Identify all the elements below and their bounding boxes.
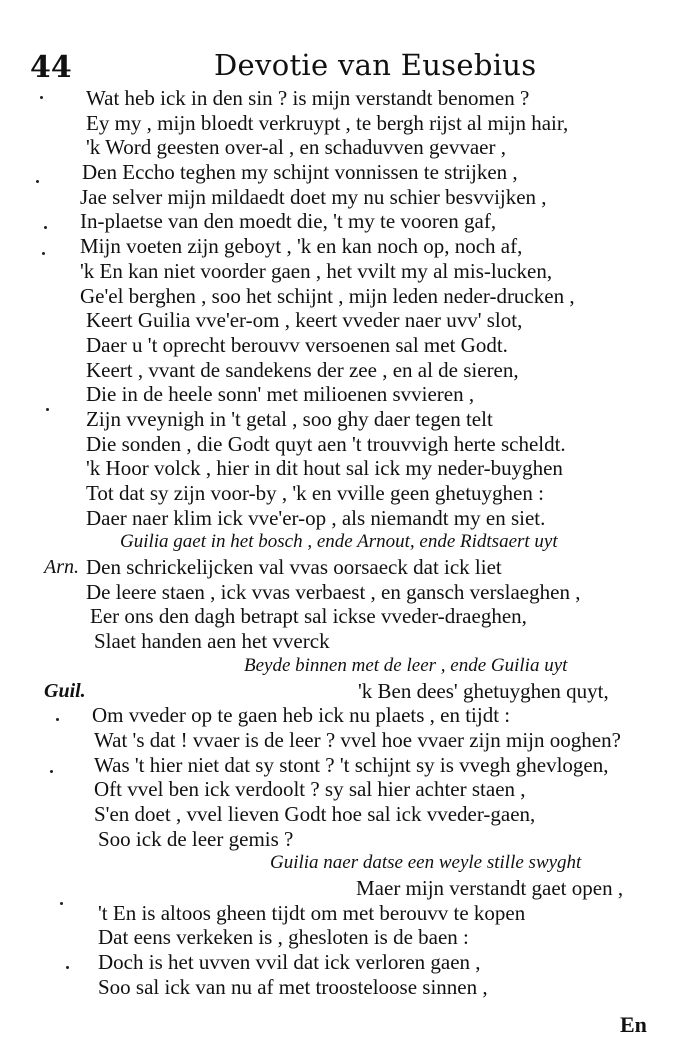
verse-line-text: Den schrickelijcken val vvas oorsaeck dat ick liet: [86, 555, 502, 580]
verse-line-text: 'k Word geesten over-al , en schaduvven gevvaer ,: [86, 135, 506, 160]
verse-line-text: 'k Hoor volck , hier in dit hout sal ick my neder-buyghen: [86, 456, 563, 481]
verse-line-text: Eer ons den dagh betrapt sal ickse vveder-draeghen,: [90, 604, 527, 629]
margin-speck: [66, 966, 69, 969]
verse-line: [0, 580, 673, 605]
verse-line: [0, 950, 673, 975]
verse-line-text: In-plaetse van den moedt die, 't my te vooren gaf,: [80, 209, 497, 234]
verse-line: [0, 284, 673, 309]
verse-line-text: Den Eccho teghen my schijnt vonnissen te strijken ,: [82, 160, 518, 185]
verse-line: [0, 777, 673, 802]
verse-line-text: 'k Ben dees' ghetuyghen quyt,: [358, 678, 609, 703]
margin-speck: [36, 180, 39, 183]
verse-line-text: Die sonden , die Godt quyt aen 't trouvvigh herte scheldt.: [86, 431, 566, 456]
verse-line: [0, 111, 673, 136]
verse-line-text: Oft vvel ben ick verdoolt ? sy sal hier achter staen ,: [94, 777, 526, 802]
verse-line-text: Daer naer klim ick vve'er-op , als niemandt my en siet.: [86, 505, 546, 530]
verse-line: [0, 901, 673, 926]
verse-line: [0, 382, 673, 407]
stage-direction: [0, 851, 673, 876]
verse-line: [0, 876, 673, 901]
verse-line: [0, 604, 673, 629]
margin-speck: [60, 902, 63, 905]
verse-line: [0, 209, 673, 234]
verse-line-text: Soo ick de leer gemis ?: [98, 826, 294, 851]
verse-line: [0, 975, 673, 1000]
verse-line-text: Doch is het uvven vvil dat ick verloren gaen ,: [98, 950, 481, 975]
verse-line-text: Mijn voeten zijn geboyt , 'k en kan noch op, noch af,: [80, 234, 523, 259]
catchword: En: [620, 1012, 647, 1037]
verse-line-text: Wat 's dat ! vvaer is de leer ? vvel hoe vvaer zijn mijn ooghen?: [94, 727, 621, 752]
stage-direction-text: Beyde binnen met de leer , ende Guilia uyt: [244, 654, 568, 676]
verse-line-text: 't En is altoos gheen tijdt om met berouvv te kopen: [98, 900, 526, 925]
page-number: 44: [30, 50, 72, 85]
verse-line-text: Keert , vvant de sandekens der zee , en al de sieren,: [86, 357, 519, 382]
verse-line: [0, 827, 673, 852]
verse-line: [0, 728, 673, 753]
verse-line: [0, 679, 673, 704]
verse-line: [0, 432, 673, 457]
stage-direction-text: Guilia gaet in het bosch , ende Arnout, ende Ridtsaert uyt: [120, 531, 558, 553]
margin-speck: [42, 252, 45, 255]
verse-line-text: Soo sal ick van nu af met troosteloose sinnen ,: [98, 974, 488, 999]
verse-line-text: Keert Guilia vve'er-om , keert vveder naer uvv' slot,: [86, 308, 523, 333]
verse-line: [0, 629, 673, 654]
verse-line: [0, 925, 673, 950]
verse-line: [0, 802, 673, 827]
verse-line-text: Tot dat sy zijn voor-by , 'k en vville geen ghetuyghen :: [86, 481, 544, 505]
verse-line: [0, 185, 673, 210]
verse-line: [0, 555, 673, 580]
margin-speck: [40, 96, 43, 99]
margin-speck: [56, 718, 59, 721]
verse-line-text: Wat heb ick in den sin ? is mijn verstandt benomen ?: [86, 86, 530, 110]
stage-direction-text: Guilia naer datse een weyle stille swyght: [270, 852, 582, 874]
verse-line: [0, 456, 673, 481]
margin-speck: [44, 226, 47, 229]
verse-line-text: Die in de heele sonn' met milioenen svvieren ,: [86, 382, 475, 407]
verse-line-text: Dat eens verkeken is , ghesloten is de baen :: [98, 925, 469, 950]
verse-line-text: Daer u 't oprecht berouvv versoenen sal met Godt.: [86, 332, 508, 357]
verse-line: [0, 259, 673, 284]
margin-speck: [46, 408, 49, 411]
stage-direction: [0, 530, 673, 555]
verse-line-text: Ey my , mijn bloedt verkruypt , te bergh rijst al mijn hair,: [86, 110, 569, 135]
stage-direction: [0, 654, 673, 679]
verse-line-text: Maer mijn verstandt gaet open ,: [356, 876, 624, 900]
verse-line: [0, 160, 673, 185]
verse-line-text: Slaet handen aen het vverck: [94, 629, 330, 654]
verse-line: [0, 234, 673, 259]
verse-line: [0, 753, 673, 778]
verse-line: [0, 407, 673, 432]
verse-line: [0, 358, 673, 383]
verse-line-text: S'en doet , vvel lieven Godt hoe sal ick vveder-gaen,: [94, 801, 536, 826]
running-title: Devotie van Eusebius: [214, 48, 537, 82]
margin-speck: [50, 770, 53, 773]
verse-line-text: 'k En kan niet voorder gaen , het vvilt my al mis-lucken,: [80, 258, 553, 283]
verse-text: [0, 86, 673, 999]
verse-line: [0, 481, 673, 506]
verse-line-text: Ge'el berghen , soo het schijnt , mijn leden neder-drucken ,: [80, 283, 575, 308]
speaker-label: Arn.: [44, 556, 79, 579]
verse-line: [0, 308, 673, 333]
verse-line-text: Zijn vveynigh in 't getal , soo ghy daer tegen telt: [86, 406, 493, 431]
verse-line: [0, 703, 673, 728]
verse-line-text: De leere staen , ick vvas verbaest , en gansch verslaeghen ,: [86, 579, 581, 604]
verse-line-text: Jae selver mijn mildaedt doet my nu schier besvvijken ,: [80, 184, 547, 209]
verse-line: [0, 333, 673, 358]
verse-line-text: Om vveder op te gaen heb ick nu plaets , en tijdt :: [92, 703, 511, 728]
verse-line-text: Was 't hier niet dat sy stont ? 't schijnt sy is vvegh ghevlogen,: [94, 752, 609, 777]
verse-line: [0, 506, 673, 531]
verse-line: [0, 86, 673, 111]
verse-line: [0, 135, 673, 160]
speaker-label: Guil.: [44, 679, 86, 702]
